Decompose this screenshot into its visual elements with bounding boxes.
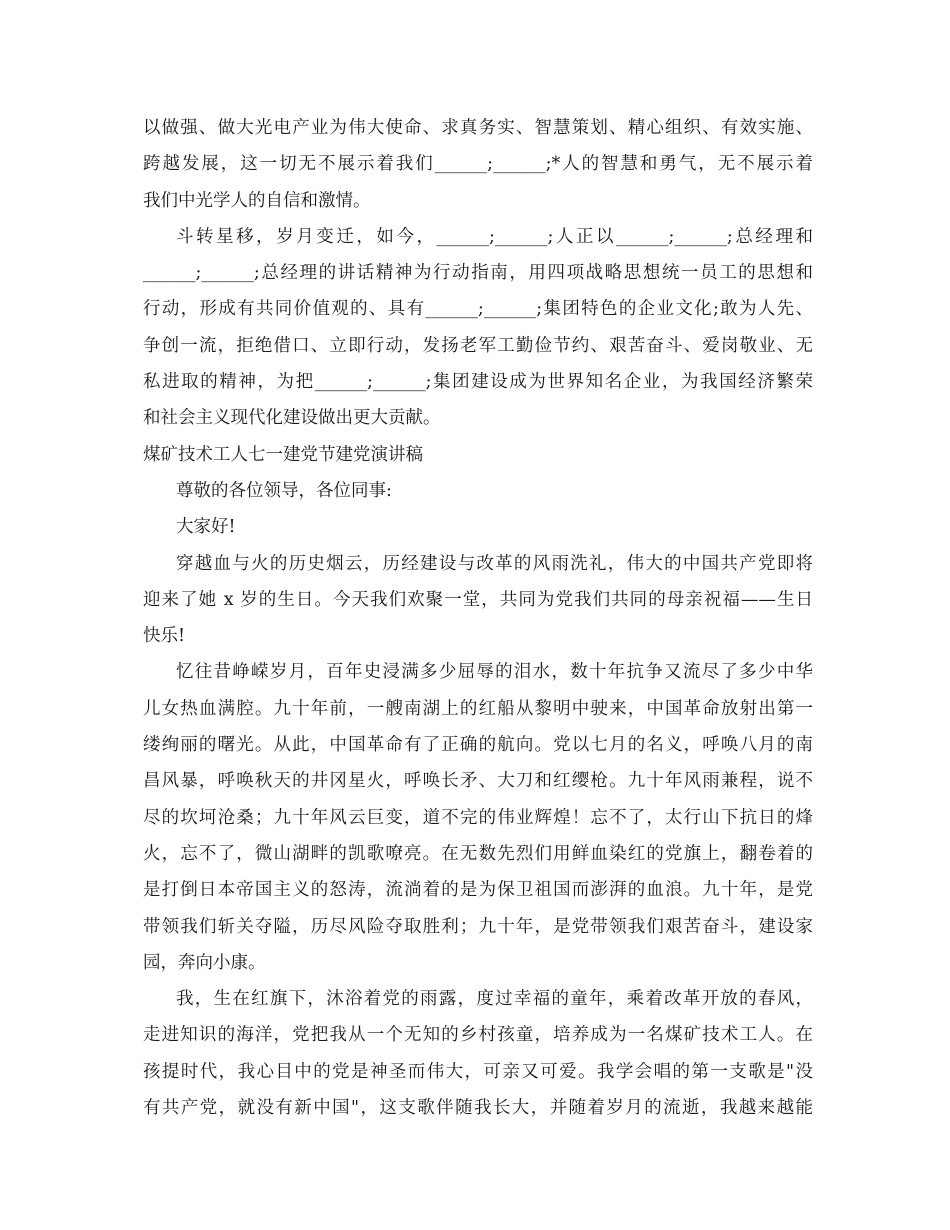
text-line: 火，忘不了，微山湖畔的凯歌嘹亮。在无数先烈们用鲜血染红的党旗上，翻卷着的 <box>143 843 813 864</box>
text-line: 行动，形成有共同价值观的、具有______;______;集团特色的企业文化;敢为人先、 <box>143 299 813 320</box>
text-line: 我，生在红旗下，沐浴着党的雨露，度过幸福的童年，乘着改革开放的春风， <box>176 989 813 1010</box>
text-line: 穿越血与火的历史烟云，历经建设与改革的风雨洗礼，伟大的中国共产党即将 <box>176 553 813 574</box>
text-line: 是打倒日本帝国主义的怒涛，流淌着的是为保卫祖国而澎湃的血浪。九十年，是党 <box>143 880 813 901</box>
text-line: 快乐! <box>143 626 186 647</box>
text-line: 带领我们斩关夺隘，历尽风险夺取胜利；九十年，是党带领我们艰苦奋斗，建设家 <box>143 916 813 937</box>
text-line: 迎来了她 x 岁的生日。今天我们欢聚一堂，共同为党我们共同的母亲祝福——生日 <box>143 589 813 610</box>
text-line: 我们中光学人的自信和激情。 <box>143 190 371 211</box>
salutation: 尊敬的各位领导，各位同事: <box>176 480 392 501</box>
text-line: 以做强、做大光电产业为伟大使命、求真务实、智慧策划、精心组织、有效实施、 <box>143 118 813 138</box>
text-line: 昌风暴，呼唤秋天的井冈星火，呼唤长矛、大刀和红缨枪。九十年风雨兼程，说不 <box>143 771 813 792</box>
text-line: 尽的坎坷沧桑；九十年风云巨变，道不完的伟业辉煌！忘不了，太行山下抗日的烽 <box>143 807 813 828</box>
greeting: 大家好! <box>176 517 236 538</box>
text-line: 儿女热血满腔。九十年前，一艘南湖上的红船从黎明中驶来，中国革命放射出第一 <box>143 698 813 719</box>
text-line: 孩提时代，我心目中的党是神圣而伟大，可亲又可爱。我学会唱的第一支歌是"没 <box>143 1061 813 1082</box>
text-line: 和社会主义现代化建设做出更大贡献。 <box>143 408 441 429</box>
text-line: 缕绚丽的曙光。从此，中国革命有了正确的航向。党以七月的名义，呼唤八月的南 <box>143 735 813 756</box>
text-line: ______;______;总经理的讲话精神为行动指南，用四项战略思想统一员工的思想和 <box>143 263 813 284</box>
text-line: 私进取的精神，为把______;______;集团建设成为世界知名企业，为我国经济繁荣 <box>143 372 813 393</box>
text-line: 有共产党，就没有新中国"，这支歌伴随我长大，并随着岁月的流逝，我越来越能 <box>143 1098 813 1119</box>
text-line: 走进知识的海洋，党把我从一个无知的乡村孩童，培养成为一名煤矿技术工人。在 <box>143 1025 813 1046</box>
text-line: 争创一流，拒绝借口、立即行动，发扬老军工勤俭节约、艰苦奋斗、爱岗敬业、无 <box>143 335 813 356</box>
section-heading: 煤矿技术工人七一建党节建党演讲稿 <box>143 444 423 465</box>
text-line: 跨越发展，这一切无不展示着我们______;______;*人的智慧和勇气，无不展示着 <box>143 154 813 175</box>
text-line: 园，奔向小康。 <box>143 952 266 973</box>
text-line: 忆往昔峥嵘岁月，百年史浸满多少屈辱的泪水，数十年抗争又流尽了多少中华 <box>176 662 813 683</box>
document-body <box>143 110 813 1126</box>
text-line: 斗转星移，岁月变迁，如今，______;______;人正以______;______;总经理和 <box>176 226 813 247</box>
